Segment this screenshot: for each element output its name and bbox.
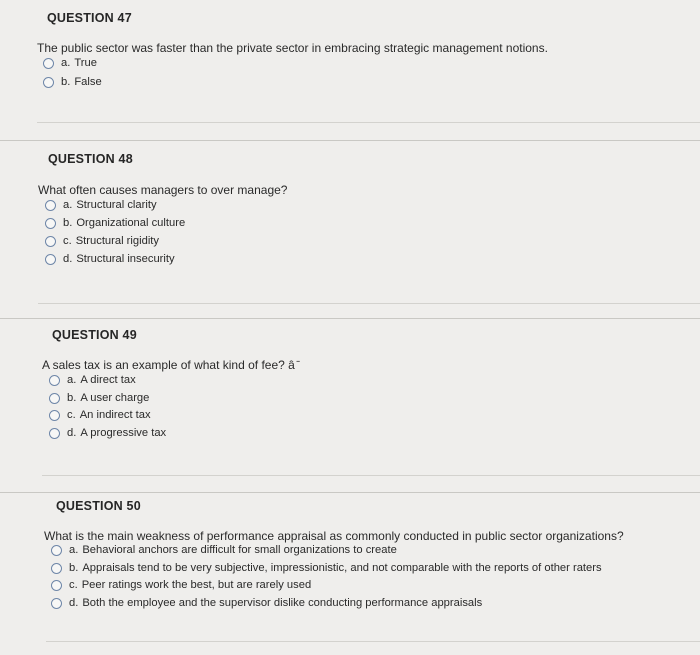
option-a[interactable] xyxy=(45,199,157,211)
question-title: QUESTION 49 xyxy=(52,328,137,342)
option-b[interactable] xyxy=(45,217,185,229)
question-50 xyxy=(0,493,700,655)
option-b[interactable] xyxy=(43,76,102,88)
option-label: Peer ratings work the best, but are rarely used xyxy=(81,579,312,591)
option-b[interactable] xyxy=(51,562,602,574)
option-c[interactable] xyxy=(45,235,159,247)
option-letter: a. xyxy=(67,374,77,386)
option-d[interactable] xyxy=(51,597,482,609)
option-label: Appraisals tend to be very subjective, impressionistic, and not comparable with the reports of other raters xyxy=(82,562,602,574)
radio-button[interactable] xyxy=(43,58,54,69)
option-letter: c. xyxy=(67,409,76,421)
radio-button[interactable] xyxy=(51,598,62,609)
question-48 xyxy=(0,141,700,306)
radio-button[interactable] xyxy=(51,580,62,591)
question-text: A sales tax is an example of what kind of fee? â ̄ xyxy=(42,358,299,372)
option-letter: d. xyxy=(63,253,73,265)
option-label: A user charge xyxy=(80,392,150,404)
option-label: False xyxy=(74,76,102,88)
option-label: An indirect tax xyxy=(79,409,151,421)
question-title: QUESTION 48 xyxy=(48,152,133,166)
radio-button[interactable] xyxy=(49,428,60,439)
option-label: Structural clarity xyxy=(76,199,157,211)
radio-button[interactable] xyxy=(49,375,60,386)
radio-button[interactable] xyxy=(49,410,60,421)
radio-button[interactable] xyxy=(45,236,56,247)
question-text: What often causes managers to over manage? xyxy=(38,183,288,197)
question-text: What is the main weakness of performance appraisal as commonly conducted in public sector organizations? xyxy=(44,529,624,543)
option-a[interactable] xyxy=(43,57,97,69)
option-letter: c. xyxy=(69,579,78,591)
radio-button[interactable] xyxy=(45,218,56,229)
divider xyxy=(37,122,700,123)
radio-button[interactable] xyxy=(51,563,62,574)
radio-button[interactable] xyxy=(43,77,54,88)
radio-button[interactable] xyxy=(49,393,60,404)
radio-button[interactable] xyxy=(51,545,62,556)
option-letter: b. xyxy=(69,562,79,574)
question-49 xyxy=(0,319,700,481)
radio-button[interactable] xyxy=(45,254,56,265)
option-letter: b. xyxy=(61,76,71,88)
option-label: True xyxy=(74,57,97,69)
option-letter: b. xyxy=(67,392,77,404)
option-label: Structural insecurity xyxy=(76,253,175,265)
option-label: Both the employee and the supervisor dislike conducting performance appraisals xyxy=(82,597,483,609)
question-title: QUESTION 47 xyxy=(47,11,132,25)
option-d[interactable] xyxy=(49,427,166,439)
question-title: QUESTION 50 xyxy=(56,499,141,513)
option-label: Behavioral anchors are difficult for small organizations to create xyxy=(82,544,397,556)
question-text: The public sector was faster than the private sector in embracing strategic management notions. xyxy=(37,41,548,55)
divider xyxy=(46,641,700,642)
option-letter: a. xyxy=(61,57,71,69)
divider xyxy=(38,303,700,304)
option-letter: a. xyxy=(63,199,73,211)
option-label: Organizational culture xyxy=(76,217,186,229)
option-letter: c. xyxy=(63,235,72,247)
option-letter: d. xyxy=(69,597,79,609)
option-c[interactable] xyxy=(51,579,311,591)
option-letter: b. xyxy=(63,217,73,229)
question-47 xyxy=(0,0,700,128)
option-a[interactable] xyxy=(49,374,136,386)
option-label: A progressive tax xyxy=(80,427,167,439)
option-letter: a. xyxy=(69,544,79,556)
option-a[interactable] xyxy=(51,544,397,556)
divider xyxy=(42,475,700,476)
option-d[interactable] xyxy=(45,253,175,265)
option-b[interactable] xyxy=(49,392,149,404)
option-label: Structural rigidity xyxy=(75,235,160,247)
radio-button[interactable] xyxy=(45,200,56,211)
option-label: A direct tax xyxy=(80,374,136,386)
option-c[interactable] xyxy=(49,409,151,421)
option-letter: d. xyxy=(67,427,77,439)
